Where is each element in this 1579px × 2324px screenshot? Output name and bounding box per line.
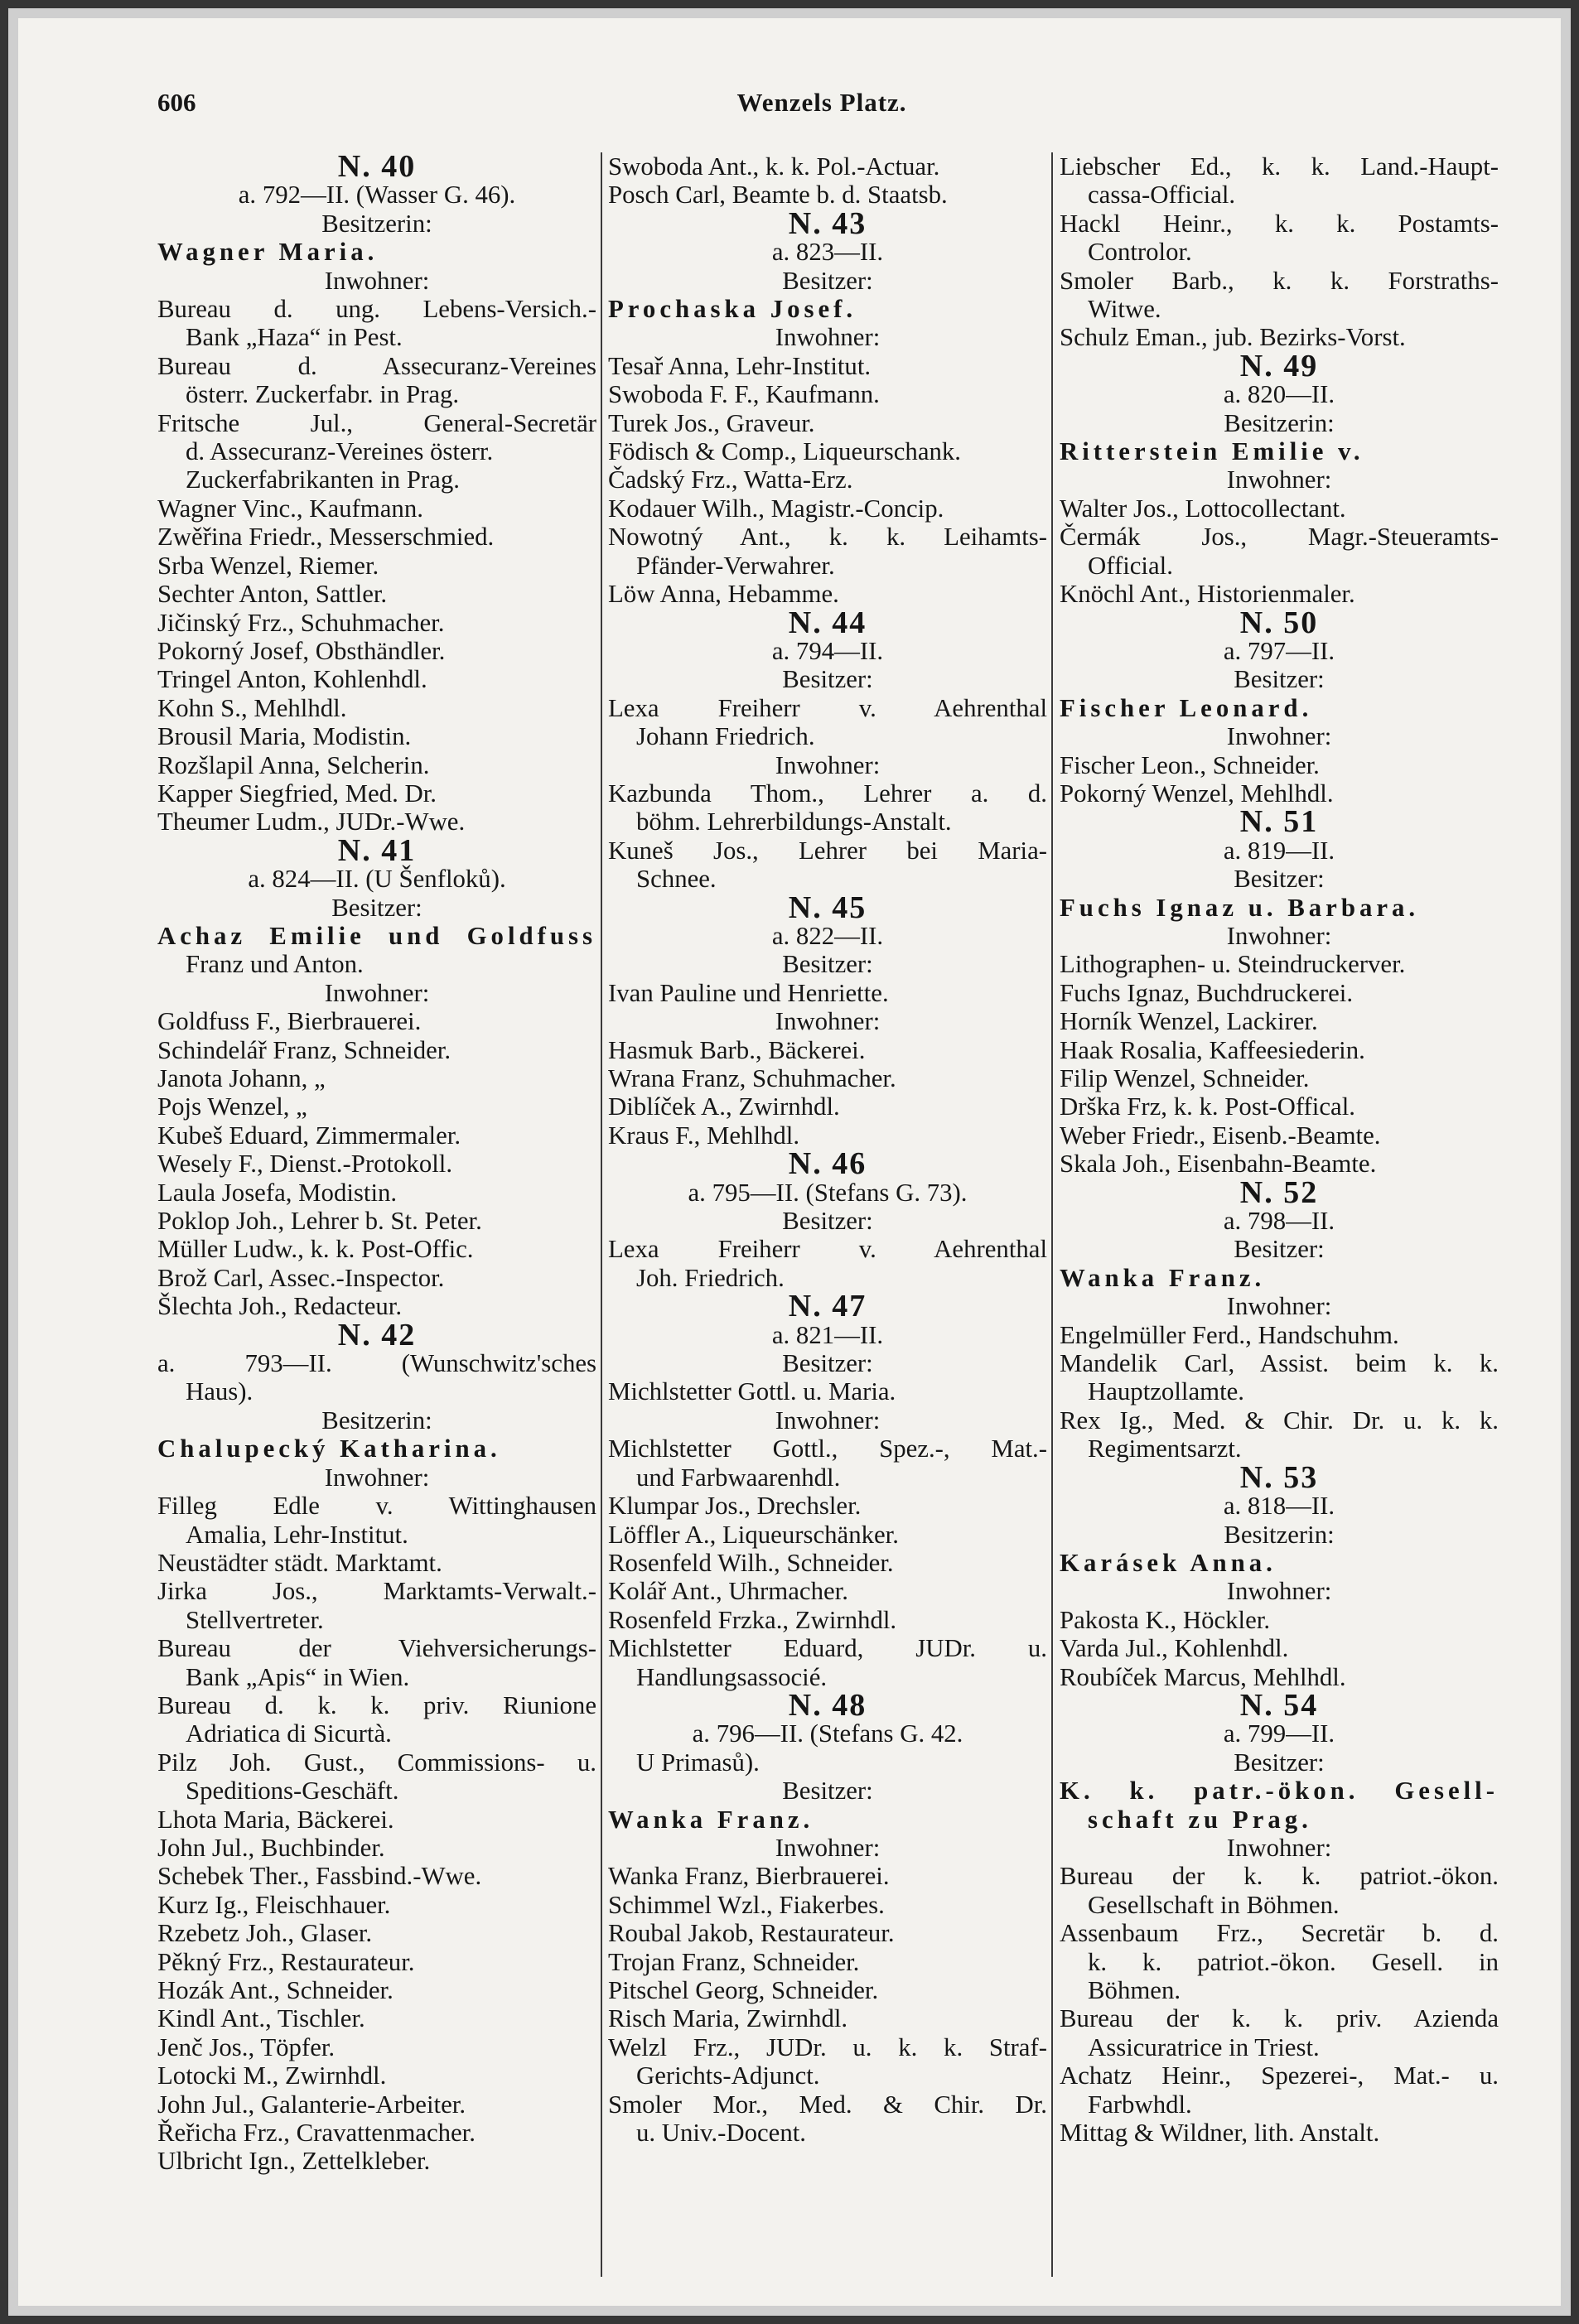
entry-line: Löw Anna, Hebamme. [608, 580, 839, 609]
entry-line: Franz und Anton. [186, 950, 364, 979]
entry-line: Jirka Jos., Marktamts-Verwalt.- [157, 1577, 596, 1606]
section-label: a. 799—II. [1223, 1719, 1335, 1748]
entry-line: Neustädter städt. Marktamt. [157, 1548, 442, 1577]
entry-line: Brož Carl, Assec.-Inspector. [157, 1263, 445, 1292]
entry-line: Engelmüller Ferd., Handschuhm. [1060, 1320, 1399, 1349]
entry-line: Kindl Ant., Tischler. [157, 2004, 365, 2033]
page-number: 606 [157, 88, 196, 117]
owner-name: K. k. patr.-ökon. Gesell- [1060, 1777, 1499, 1806]
section-label: a. 796—II. (Stefans G. 42. [692, 1719, 963, 1748]
entry-line: Pokorný Wenzel, Mehlhdl. [1060, 779, 1334, 808]
section-label: Besitzerin: [1224, 1520, 1335, 1549]
house-number-heading: N. 45 [788, 893, 867, 922]
entry-line: Bureau d. ung. Lebens-Versich.- [157, 295, 596, 324]
entry-line: Skala Joh., Eisenbahn-Beamte. [1060, 1150, 1377, 1179]
house-number-heading: N. 53 [1239, 1463, 1319, 1492]
entry-line: Bureau der k. k. patriot.-ökon. [1060, 1862, 1499, 1891]
section-label: Inwohner: [1226, 1833, 1332, 1862]
owner-name: Wanka Franz. [608, 1805, 814, 1834]
column-left [157, 152, 596, 2277]
entry-line: Kodauer Wilh., Magistr.-Concip. [608, 494, 944, 523]
house-number-heading: N. 40 [337, 152, 417, 181]
entry-line: Laula Josefa, Modistin. [157, 1178, 398, 1207]
entry-line: Liebscher Ed., k. k. Land.-Haupt- [1060, 152, 1499, 181]
entry-line: cassa-Official. [1088, 181, 1236, 210]
entry-line: Schulz Eman., jub. Bezirks-Vorst. [1060, 323, 1406, 352]
section-label: Besitzer: [1234, 865, 1325, 894]
entry-line: Bureau der Viehversicherungs- [157, 1634, 596, 1663]
entry-line: Jenč Jos., Töpfer. [157, 2032, 336, 2061]
entry-line: Kubeš Eduard, Zimmermaler. [157, 1121, 461, 1150]
entry-line: Srba Wenzel, Riemer. [157, 551, 379, 580]
section-label: Besitzer: [782, 950, 873, 979]
section-label: a. 821—II. [771, 1320, 884, 1349]
entry-line: Rzebetz Joh., Glaser. [157, 1919, 373, 1948]
entry-line: und Farbwaarenhdl. [636, 1463, 841, 1492]
house-number-heading: N. 49 [1239, 351, 1319, 381]
owner-name: Prochaska Josef. [608, 295, 857, 324]
entry-line: k. k. patriot.-ökon. Gesell. in [1088, 1947, 1499, 1976]
entry-line: Lotocki M., Zwirnhdl. [157, 2061, 387, 2090]
section-label: Besitzer: [782, 665, 873, 694]
column-rule [601, 152, 602, 2277]
entry-line: Böhmen. [1088, 1976, 1181, 2004]
entry-line: Klumpar Jos., Drechsler. [608, 1492, 862, 1521]
entry-line: Mittag & Wildner, lith. Anstalt. [1060, 2119, 1380, 2148]
entry-line: Nowotný Ant., k. k. Leihamts- [608, 523, 1047, 552]
section-label: Inwohner: [324, 978, 430, 1007]
section-label: Inwohner: [775, 750, 881, 779]
house-number-heading: N. 41 [337, 836, 417, 865]
section-label: Inwohner: [1226, 722, 1332, 751]
section-label: Inwohner: [775, 1405, 881, 1434]
entry-line: Jičinský Frz., Schuhmacher. [157, 608, 445, 637]
entry-line: Roubal Jakob, Restaurateur. [608, 1919, 895, 1948]
section-label: Inwohner: [775, 323, 881, 352]
entry-line: Roubíček Marcus, Mehlhdl. [1060, 1662, 1346, 1691]
section-label: a. 797—II. [1223, 636, 1335, 665]
column-middle [608, 152, 1047, 2277]
entry-line: Joh. Friedrich. [636, 1263, 785, 1292]
entry-line: Assicuratrice in Triest. [1088, 2032, 1320, 2061]
entry-line: Bureau d. k. k. priv. Riunione [157, 1690, 596, 1719]
entry-line: Ivan Pauline und Henriette. [608, 978, 889, 1007]
entry-line: Pilz Joh. Gust., Commissions- u. [157, 1748, 596, 1777]
entry-line: u. Univ.-Docent. [636, 2119, 806, 2148]
section-label: Besitzer: [782, 1349, 873, 1378]
house-number-heading: N. 54 [1239, 1690, 1319, 1720]
section-label: Besitzer: [1234, 1235, 1325, 1264]
house-number-heading: N. 46 [788, 1150, 867, 1179]
running-title: Wenzels Platz. [736, 88, 907, 117]
section-label: Besitzer: [782, 1777, 873, 1806]
entry-line: Poklop Joh., Lehrer b. St. Peter. [157, 1207, 482, 1236]
entry-line: Bureau der k. k. priv. Azienda [1060, 2004, 1499, 2033]
entry-line: Trojan Franz, Schneider. [608, 1947, 860, 1976]
owner-name: Chalupecký Katharina. [157, 1434, 501, 1463]
owner-name: schaft zu Prag. [1088, 1805, 1312, 1834]
entry-line: Tesař Anna, Lehr-Institut. [608, 351, 872, 380]
entry-line: Sechter Anton, Sattler. [157, 580, 388, 609]
entry-line: Gesellschaft in Böhmen. [1088, 1890, 1340, 1919]
entry-line: Wesely F., Dienst.-Protokoll. [157, 1150, 453, 1179]
entry-line: Diblíček A., Zwirnhdl. [608, 1092, 840, 1121]
entry-line: Zwěřina Friedr., Messerschmied. [157, 523, 495, 552]
entry-line: Swoboda Ant., k. k. Pol.-Actuar. [608, 152, 940, 181]
entry-line: Kazbunda Thom., Lehrer a. d. [608, 779, 1047, 808]
section-label: Besitzerin: [321, 1405, 432, 1434]
house-number-heading: N. 51 [1239, 808, 1319, 837]
section-label: Inwohner: [324, 266, 430, 295]
section-label: a. 798—II. [1223, 1207, 1335, 1236]
entry-line: Swoboda F. F., Kaufmann. [608, 380, 880, 409]
entry-line: Achatz Heinr., Spezerei-, Mat.- u. [1060, 2061, 1499, 2090]
entry-line: John Jul., Galanterie-Arbeiter. [157, 2090, 466, 2119]
entry-line: Turek Jos., Graveur. [608, 408, 815, 437]
section-label: Besitzer: [1234, 665, 1325, 694]
entry-line: Pfänder-Verwahrer. [636, 551, 835, 580]
section-label: Besitzer: [782, 266, 873, 295]
entry-line: Knöchl Ant., Historienmaler. [1060, 580, 1355, 609]
house-number-heading: N. 47 [788, 1292, 867, 1321]
entry-line: Födisch & Comp., Liqueurschank. [608, 437, 961, 466]
entry-line: Theumer Ludm., JUDr.-Wwe. [157, 808, 466, 837]
entry-line: Filip Wenzel, Schneider. [1060, 1064, 1310, 1092]
entry-line: Michlstetter Gottl., Spez.-, Mat.- [608, 1434, 1047, 1463]
entry-line: Varda Jul., Kohlenhdl. [1060, 1634, 1289, 1663]
owner-name: Fischer Leonard. [1060, 693, 1313, 722]
house-number-heading: N. 50 [1239, 608, 1319, 637]
entry-line: Witwe. [1088, 295, 1161, 324]
entry-line: Drška Frz, k. k. Post-Offical. [1060, 1092, 1355, 1121]
entry-line: Smoler Barb., k. k. Forstraths- [1060, 266, 1499, 295]
entry-line: Fischer Leon., Schneider. [1060, 750, 1320, 779]
entry-line: Gerichts-Adjunct. [636, 2061, 820, 2090]
house-number-heading: N. 44 [788, 608, 867, 637]
entry-line: Michlstetter Gottl. u. Maria. [608, 1377, 896, 1406]
entry-line: Welzl Frz., JUDr. u. k. k. Straf- [608, 2032, 1047, 2061]
entry-line: Řeřicha Frz., Cravattenmacher. [157, 2119, 476, 2148]
entry-line: Haak Rosalia, Kaffeesiederin. [1060, 1035, 1365, 1064]
section-label: Inwohner: [1226, 921, 1332, 950]
entry-line: Smoler Mor., Med. & Chir. Dr. [608, 2090, 1047, 2119]
entry-line: Schebek Ther., Fassbind.-Wwe. [157, 1862, 482, 1891]
section-label: Inwohner: [324, 1463, 430, 1492]
entry-line: Adriatica di Sicurtà. [186, 1719, 392, 1748]
section-label: a. 820—II. [1223, 380, 1335, 409]
page-header [157, 88, 1486, 124]
entry-line: Regimentsarzt. [1088, 1434, 1242, 1463]
entry-line: Mandelik Carl, Assist. beim k. k. [1060, 1349, 1499, 1378]
section-label: a. 795—II. (Stefans G. 73). [688, 1178, 968, 1207]
entry-line: Lithographen- u. Steindruckerver. [1060, 950, 1406, 979]
entry-line: Horník Wenzel, Lackirer. [1060, 1007, 1318, 1036]
entry-line: Official. [1088, 551, 1173, 580]
owner-name: Ritterstein Emilie v. [1060, 437, 1364, 466]
entry-line: Müller Ludw., k. k. Post-Offic. [157, 1235, 474, 1264]
section-label: Besitzer: [782, 1207, 873, 1236]
section-label: Besitzer: [331, 893, 423, 922]
owner-name: Fuchs Ignaz u. Barbara. [1060, 893, 1420, 922]
entry-line: Filleg Edle v. Wittinghausen [157, 1492, 596, 1521]
entry-line: Hozák Ant., Schneider. [157, 1976, 394, 2004]
entry-line: Šlechta Joh., Redacteur. [157, 1292, 403, 1321]
entry-line: Amalia, Lehr-Institut. [186, 1520, 408, 1549]
entry-line: Rozšlapil Anna, Selcherin. [157, 750, 430, 779]
entry-line: Tringel Anton, Kohlenhdl. [157, 665, 427, 694]
section-label: a. 822—II. [771, 921, 884, 950]
section-label: a. 818—II. [1223, 1492, 1335, 1521]
section-label: a. 824—II. (U Šenfloků). [248, 865, 506, 894]
entry-line: Controlor. [1088, 238, 1192, 267]
entry-line: Pitschel Georg, Schneider. [608, 1976, 879, 2004]
column-right [1060, 152, 1499, 2277]
entry-line: John Jul., Buchbinder. [157, 1833, 385, 1862]
entry-line: Lhota Maria, Bäckerei. [157, 1805, 394, 1834]
owner-name: Karásek Anna. [1060, 1548, 1277, 1577]
entry-line: Rex Ig., Med. & Chir. Dr. u. k. k. [1060, 1405, 1499, 1434]
section-label: Inwohner: [1226, 465, 1332, 494]
entry-line: Čermák Jos., Magr.-Steueramts- [1060, 523, 1499, 552]
entry-line: Löffler A., Liqueurschänker. [608, 1520, 899, 1549]
house-number-heading: N. 48 [788, 1690, 867, 1720]
entry-line: Stellvertreter. [186, 1605, 324, 1634]
entry-line: Rosenfeld Wilh., Schneider. [608, 1548, 894, 1577]
section-label: Inwohner: [1226, 1577, 1332, 1606]
entry-line: Schindelář Franz, Schneider. [157, 1035, 451, 1064]
entry-line: Fuchs Ignaz, Buchdruckerei. [1060, 978, 1354, 1007]
entry-line: d. Assecuranz-Vereines österr. [186, 437, 494, 466]
entry-line: a. 793—II. (Wunschwitz'sches [157, 1349, 596, 1378]
entry-line: Bureau d. Assecuranz-Vereines [157, 351, 596, 380]
owner-name: Wanka Franz. [1060, 1263, 1266, 1292]
section-label: a. 823—II. [771, 238, 884, 267]
house-number-heading: N. 52 [1239, 1178, 1319, 1208]
section-label: Inwohner: [1226, 1292, 1332, 1321]
entry-line: Pakosta K., Höckler. [1060, 1605, 1271, 1634]
entry-line: Wrana Franz, Schuhmacher. [608, 1064, 896, 1092]
entry-line: Brousil Maria, Modistin. [157, 722, 412, 751]
entry-line: Kolář Ant., Uhrmacher. [608, 1577, 848, 1606]
section-label: a. 819—II. [1223, 836, 1335, 865]
entry-line: Hauptzollamte. [1088, 1377, 1244, 1406]
column-rule [1051, 152, 1053, 2277]
entry-line: Weber Friedr., Eisenb.-Beamte. [1060, 1121, 1381, 1150]
entry-line: Schimmel Wzl., Fiakerbes. [608, 1890, 885, 1919]
house-number-heading: N. 43 [788, 209, 867, 239]
entry-line: Janota Johann, „ [157, 1064, 326, 1092]
section-label: Besitzer: [1234, 1748, 1325, 1777]
entry-line: Fritsche Jul., General-Secretär [157, 408, 596, 437]
entry-line: Wanka Franz, Bierbrauerei. [608, 1862, 890, 1891]
entry-line: Risch Maria, Zwirnhdl. [608, 2004, 848, 2033]
entry-line: Goldfuss F., Bierbrauerei. [157, 1007, 422, 1036]
entry-line: Speditions-Geschäft. [186, 1777, 399, 1806]
entry-line: Farbwhdl. [1088, 2090, 1192, 2119]
entry-line: Posch Carl, Beamte b. d. Staatsb. [608, 181, 948, 210]
owner-name: Achaz Emilie und Goldfuss [157, 921, 596, 950]
section-label: Besitzerin: [321, 209, 432, 238]
entry-line: Zuckerfabrikanten in Prag. [186, 465, 460, 494]
entry-line: Kohn S., Mehlhdl. [157, 693, 347, 722]
entry-line: Haus). [186, 1377, 254, 1406]
entry-line: Kurz Ig., Fleischhauer. [157, 1890, 391, 1919]
entry-line: Lexa Freiherr v. Aehrenthal [608, 1235, 1047, 1264]
entry-line: Bank „Haza“ in Pest. [186, 323, 403, 352]
section-label: a. 794—II. [771, 636, 884, 665]
entry-line: Pojs Wenzel, „ [157, 1092, 307, 1121]
entry-line: Ulbricht Ign., Zettelkleber. [157, 2147, 431, 2176]
entry-line: Kapper Siegfried, Med. Dr. [157, 779, 437, 808]
entry-line: Lexa Freiherr v. Aehrenthal [608, 693, 1047, 722]
entry-line: Handlungsassocié. [636, 1662, 828, 1691]
entry-line: Schnee. [636, 865, 717, 894]
entry-line: böhm. Lehrerbildungs-Anstalt. [636, 808, 952, 837]
entry-line: U Primasů). [636, 1748, 760, 1777]
entry-line: Hackl Heinr., k. k. Postamts- [1060, 209, 1499, 238]
house-number-heading: N. 42 [337, 1320, 417, 1350]
entry-line: Pěkný Frz., Restaurateur. [157, 1947, 415, 1976]
entry-line: Assenbaum Frz., Secretär b. d. [1060, 1919, 1499, 1948]
section-label: Inwohner: [775, 1833, 881, 1862]
entry-line: österr. Zuckerfabr. in Prag. [186, 380, 460, 409]
section-label: Inwohner: [775, 1007, 881, 1036]
entry-line: Bank „Apis“ in Wien. [186, 1662, 410, 1691]
entry-line: Michlstetter Eduard, JUDr. u. [608, 1634, 1047, 1663]
entry-line: Kraus F., Mehlhdl. [608, 1121, 800, 1150]
entry-line: Johann Friedrich. [636, 722, 815, 751]
owner-name: Wagner Maria. [157, 238, 379, 267]
entry-line: Rosenfeld Frzka., Zwirnhdl. [608, 1605, 897, 1634]
entry-line: Pokorný Josef, Obsthändler. [157, 636, 446, 665]
section-label: Besitzerin: [1224, 408, 1335, 437]
entry-line: Hasmuk Barb., Bäckerei. [608, 1035, 866, 1064]
entry-line: Kuneš Jos., Lehrer bei Maria- [608, 836, 1047, 865]
section-label: a. 792—II. (Wasser G. 46). [238, 181, 516, 210]
entry-line: Walter Jos., Lottocollectant. [1060, 494, 1346, 523]
entry-line: Wagner Vinc., Kaufmann. [157, 494, 423, 523]
entry-line: Čadský Frz., Watta-Erz. [608, 465, 853, 494]
